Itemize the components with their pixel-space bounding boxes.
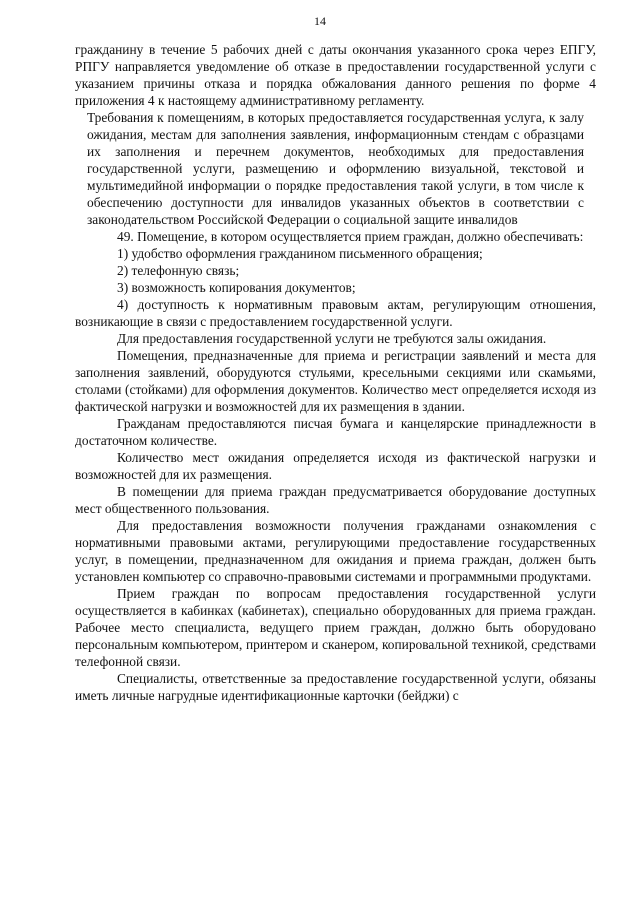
section-heading: Требования к помещениям, в которых предоставляется государственная услуга, к залу ожидания, местам для заполнения заявления, информационным стендам с образцами их заполнения и перечнем документов, необходимых для предоставления государственной услуги, размещению и оформлению визуальной, текстовой и мультимедийной информации о порядке предоставления такой услуги, в том числе к обеспечению доступности для инвалидов указанных объектов в соответствии с законодательством Российской Федерации о социальной защите инвалидов bbox=[87, 110, 584, 227]
paragraph-stationery: Гражданам предоставляются писчая бумага и канцелярские принадлежности в достаточном количестве. bbox=[75, 416, 596, 448]
paragraph-computer: Для предоставления возможности получения гражданами ознакомления с нормативными правовыми актами, регулирующими предоставление государственных услуг, в помещении, предназначенном для ожидания и приема граждан, должен быть установлен компьютер со справочно-правовыми системами и программными продуктами. bbox=[75, 518, 596, 584]
page-number: 14 bbox=[314, 14, 326, 28]
paragraph-premises: Помещения, предназначенные для приема и регистрации заявлений и места для заполнения заявлений, оборудуются стульями, кресельными секциями или скамьями, столами (стойками) для оформления документов. Количество мест определяется исходя из фактической нагрузки и возможностей для их размещения в здании. bbox=[75, 348, 596, 414]
paragraph-49: 49. Помещение, в котором осуществляется прием граждан, должно обеспечивать: bbox=[117, 229, 584, 244]
paragraph-specialists: Специалисты, ответственные за предоставление государственной услуги, обязаны иметь личные нагрудные идентификационные карточки (бейджи) с bbox=[75, 671, 596, 703]
intro-paragraph: гражданину в течение 5 рабочих дней с даты окончания указанного срока через ЕПГУ, РПГУ направляется уведомление об отказе в предоставлении государственной услуги с указанием причины отказа и порядка обжалования данного решения по форме 4 приложения 4 к настоящему административному регламенту. bbox=[75, 42, 596, 108]
list-item-2: 2) телефонную связь; bbox=[117, 263, 240, 278]
list-item-4: 4) доступность к нормативным правовым актам, регулирующим отношения, возникающие в связи с предоставлением государственной услуги. bbox=[75, 297, 596, 329]
paragraph-waiting-halls: Для предоставления государственной услуги не требуются залы ожидания. bbox=[117, 331, 547, 346]
document-body bbox=[75, 41, 596, 704]
list-item-3: 3) возможность копирования документов; bbox=[117, 280, 356, 295]
list-item-1: 1) удобство оформления гражданином письменного обращения; bbox=[117, 246, 483, 261]
paragraph-waiting-places: Количество мест ожидания определяется исходя из фактической нагрузки и возможностей для их размещения. bbox=[75, 450, 596, 482]
paragraph-reception: Прием граждан по вопросам предоставления государственной услуги осуществляется в кабинках (кабинетах), специально оборудованных для приема граждан. Рабочее место специалиста, ведущего прием граждан, должно быть оборудовано персональным компьютером, принтером и сканером, копировальной техникой, средствами телефонной связи. bbox=[75, 586, 596, 669]
paragraph-public-facilities: В помещении для приема граждан предусматривается оборудование доступных мест общественного пользования. bbox=[75, 484, 596, 516]
